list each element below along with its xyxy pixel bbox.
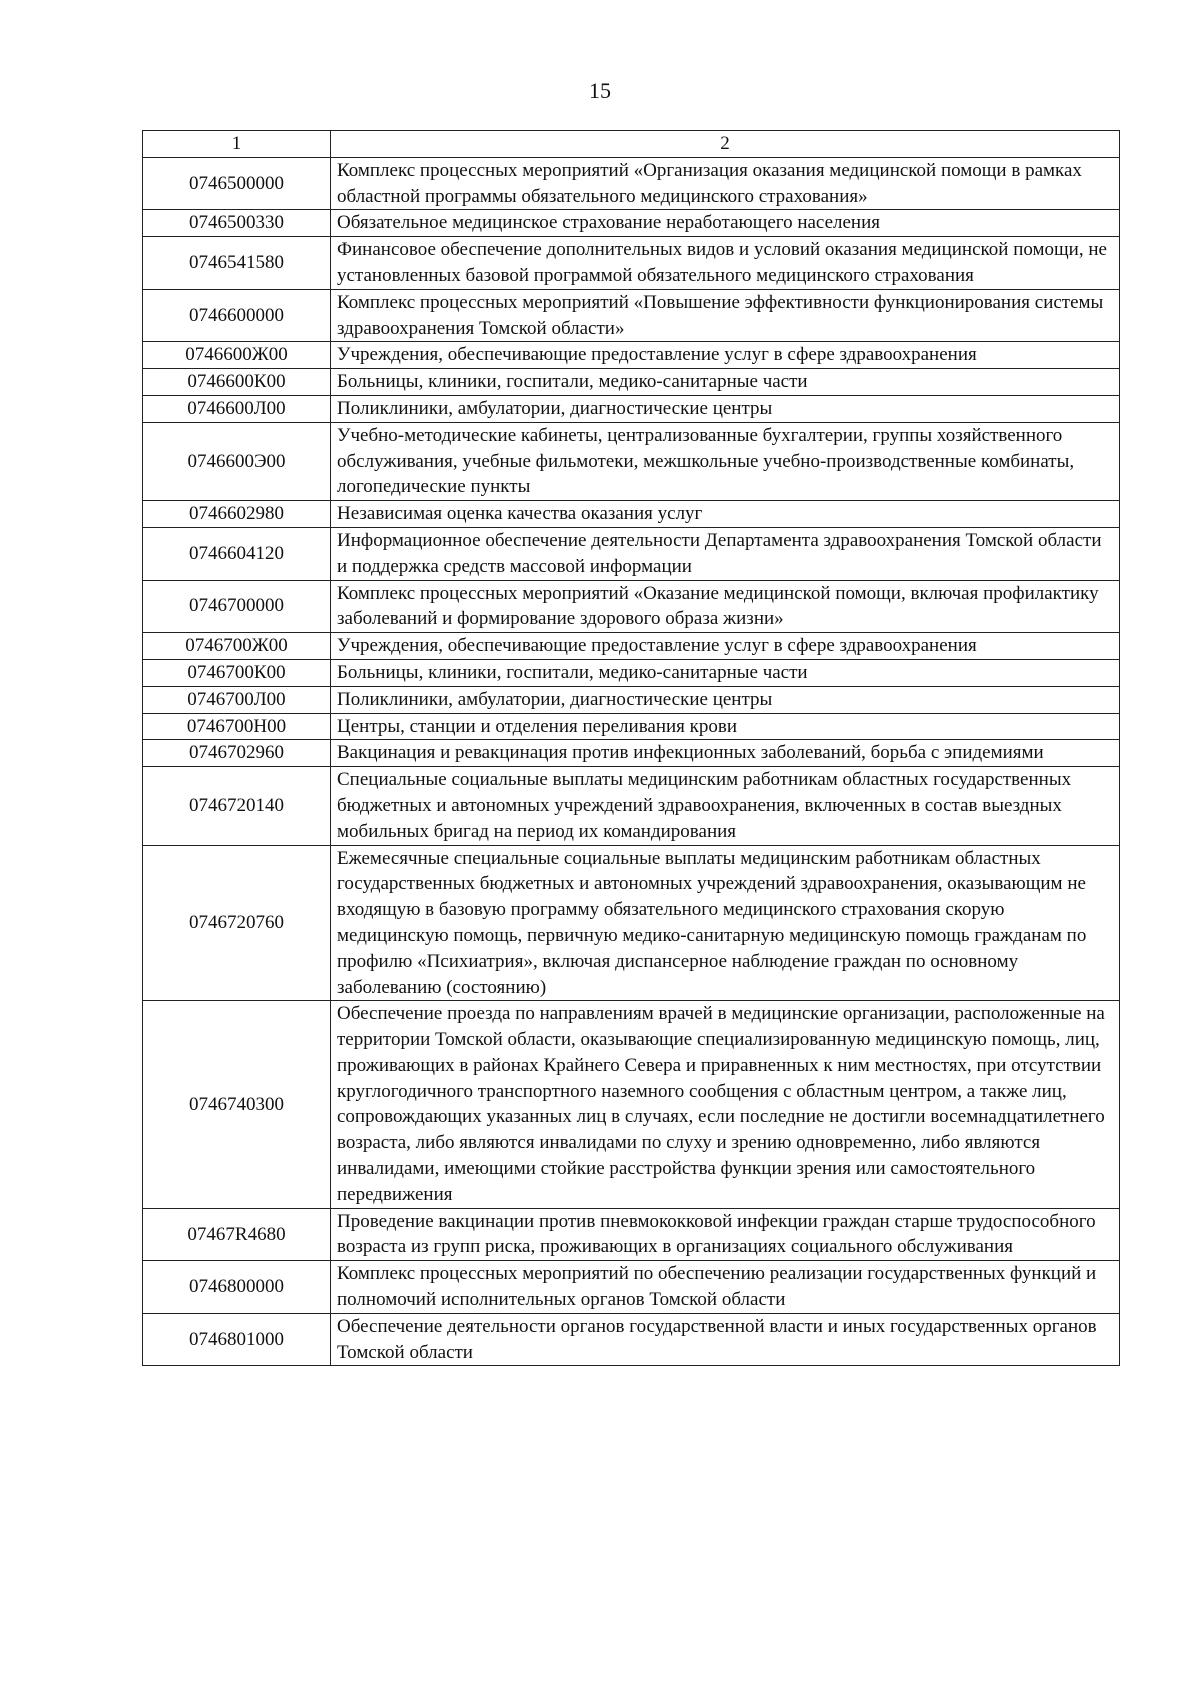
description-cell: Обеспечение деятельности органов государственной власти и иных государственных органов Томской области [331, 1313, 1120, 1366]
table-row [143, 157, 1120, 210]
code-cell: 0746600К00 [143, 369, 331, 396]
table-row [143, 659, 1120, 686]
table-row [143, 1208, 1120, 1261]
table-row [143, 767, 1120, 845]
table-row [143, 580, 1120, 633]
code-cell: 0746702960 [143, 740, 331, 767]
table-row [143, 1261, 1120, 1314]
code-cell: 07467R4680 [143, 1208, 331, 1261]
description-cell: Учебно-методические кабинеты, централизованные бухгалтерии, группы хозяйственного обслуживания, учебные фильмотеки, межшкольные учебно-производственные комбинаты, логопедические пункты [331, 422, 1120, 500]
table-row [143, 422, 1120, 500]
code-cell: 0746801000 [143, 1313, 331, 1366]
code-cell: 0746500330 [143, 210, 331, 237]
description-cell: Учреждения, обеспечивающие предоставление услуг в сфере здравоохранения [331, 342, 1120, 369]
table-row [143, 686, 1120, 713]
code-cell: 0746541580 [143, 237, 331, 290]
description-cell: Поликлиники, амбулатории, диагностические центры [331, 686, 1120, 713]
column-header-code: 1 [143, 131, 331, 158]
budget-codes-table [142, 130, 1120, 1366]
table-row [143, 740, 1120, 767]
code-cell: 0746600Ж00 [143, 342, 331, 369]
code-cell: 0746600Л00 [143, 395, 331, 422]
description-cell: Обеспечение проезда по направлениям врачей в медицинские организации, расположенные на территории Томской области, оказывающие специализированную медицинскую помощь, лиц, проживающих в районах Крайнего Севера и приравненных к ним местностях, при отсутствии круглогодичного транспортного наземного сообщения с областным центром, а также лиц, сопровождающих указанных лиц в случаях, если последние не достигли восемнадцатилетнего возраста, либо являются инвалидами по слуху и зрению одновременно, либо являются инвалидами, имеющими стойкие расстройства функции зрения или самостоятельного передвижения [331, 1001, 1120, 1208]
table-row [143, 210, 1120, 237]
table-row [143, 342, 1120, 369]
column-header-description: 2 [331, 131, 1120, 158]
description-cell: Обязательное медицинское страхование неработающего населения [331, 210, 1120, 237]
table-header-row [143, 131, 1120, 158]
table-row [143, 633, 1120, 660]
table-row [143, 395, 1120, 422]
table-row [143, 527, 1120, 580]
description-cell: Информационное обеспечение деятельности Департамента здравоохранения Томской области и поддержка средств массовой информации [331, 527, 1120, 580]
code-cell: 0746700Ж00 [143, 633, 331, 660]
table-row [143, 1313, 1120, 1366]
table-row [143, 845, 1120, 1001]
description-cell: Финансовое обеспечение дополнительных видов и условий оказания медицинской помощи, не установленных базовой программой обязательного медицинского страхования [331, 237, 1120, 290]
description-cell: Ежемесячные специальные социальные выплаты медицинским работникам областных государственных бюджетных и автономных учреждений здравоохранения, оказывающим не входящую в базовую программу обязательного медицинского страхования скорую медицинскую помощь, первичную медико-санитарную медицинскую помощь гражданам по профилю «Психиатрия», включая диспансерное наблюдение граждан по основному заболеванию (состоянию) [331, 845, 1120, 1001]
code-cell: 0746740300 [143, 1001, 331, 1208]
code-cell: 0746500000 [143, 157, 331, 210]
description-cell: Вакцинация и ревакцинация против инфекционных заболеваний, борьба с эпидемиями [331, 740, 1120, 767]
description-cell: Комплекс процессных мероприятий по обеспечению реализации государственных функций и полномочий исполнительных органов Томской области [331, 1261, 1120, 1314]
description-cell: Комплекс процессных мероприятий «Организация оказания медицинской помощи в рамках областной программы обязательного медицинского страхования» [331, 157, 1120, 210]
description-cell: Специальные социальные выплаты медицинским работникам областных государственных бюджетных и автономных учреждений здравоохранения, включенных в состав выездных мобильных бригад на период их командирования [331, 767, 1120, 845]
code-cell: 0746602980 [143, 501, 331, 528]
description-cell: Комплекс процессных мероприятий «Повышение эффективности функционирования системы здравоохранения Томской области» [331, 289, 1120, 342]
code-cell: 0746600Э00 [143, 422, 331, 500]
description-cell: Центры, станции и отделения переливания крови [331, 713, 1120, 740]
code-cell: 0746700К00 [143, 659, 331, 686]
description-cell: Проведение вакцинации против пневмококковой инфекции граждан старше трудоспособного возраста из групп риска, проживающих в организациях социального обслуживания [331, 1208, 1120, 1261]
code-cell: 0746700Л00 [143, 686, 331, 713]
description-cell: Поликлиники, амбулатории, диагностические центры [331, 395, 1120, 422]
description-cell: Больницы, клиники, госпитали, медико-санитарные части [331, 659, 1120, 686]
table-row [143, 369, 1120, 396]
code-cell: 0746604120 [143, 527, 331, 580]
table-row [143, 1001, 1120, 1208]
page-number: 15 [589, 78, 611, 103]
code-cell: 0746720760 [143, 845, 331, 1001]
code-cell: 0746720140 [143, 767, 331, 845]
code-cell: 0746800000 [143, 1261, 331, 1314]
code-cell: 0746600000 [143, 289, 331, 342]
description-cell: Больницы, клиники, госпитали, медико-санитарные части [331, 369, 1120, 396]
description-cell: Независимая оценка качества оказания услуг [331, 501, 1120, 528]
code-cell: 0746700000 [143, 580, 331, 633]
table-row [143, 713, 1120, 740]
table-row [143, 289, 1120, 342]
table-row [143, 237, 1120, 290]
table-row [143, 501, 1120, 528]
description-cell: Комплекс процессных мероприятий «Оказание медицинской помощи, включая профилактику заболеваний и формирование здорового образа жизни» [331, 580, 1120, 633]
description-cell: Учреждения, обеспечивающие предоставление услуг в сфере здравоохранения [331, 633, 1120, 660]
code-cell: 0746700Н00 [143, 713, 331, 740]
